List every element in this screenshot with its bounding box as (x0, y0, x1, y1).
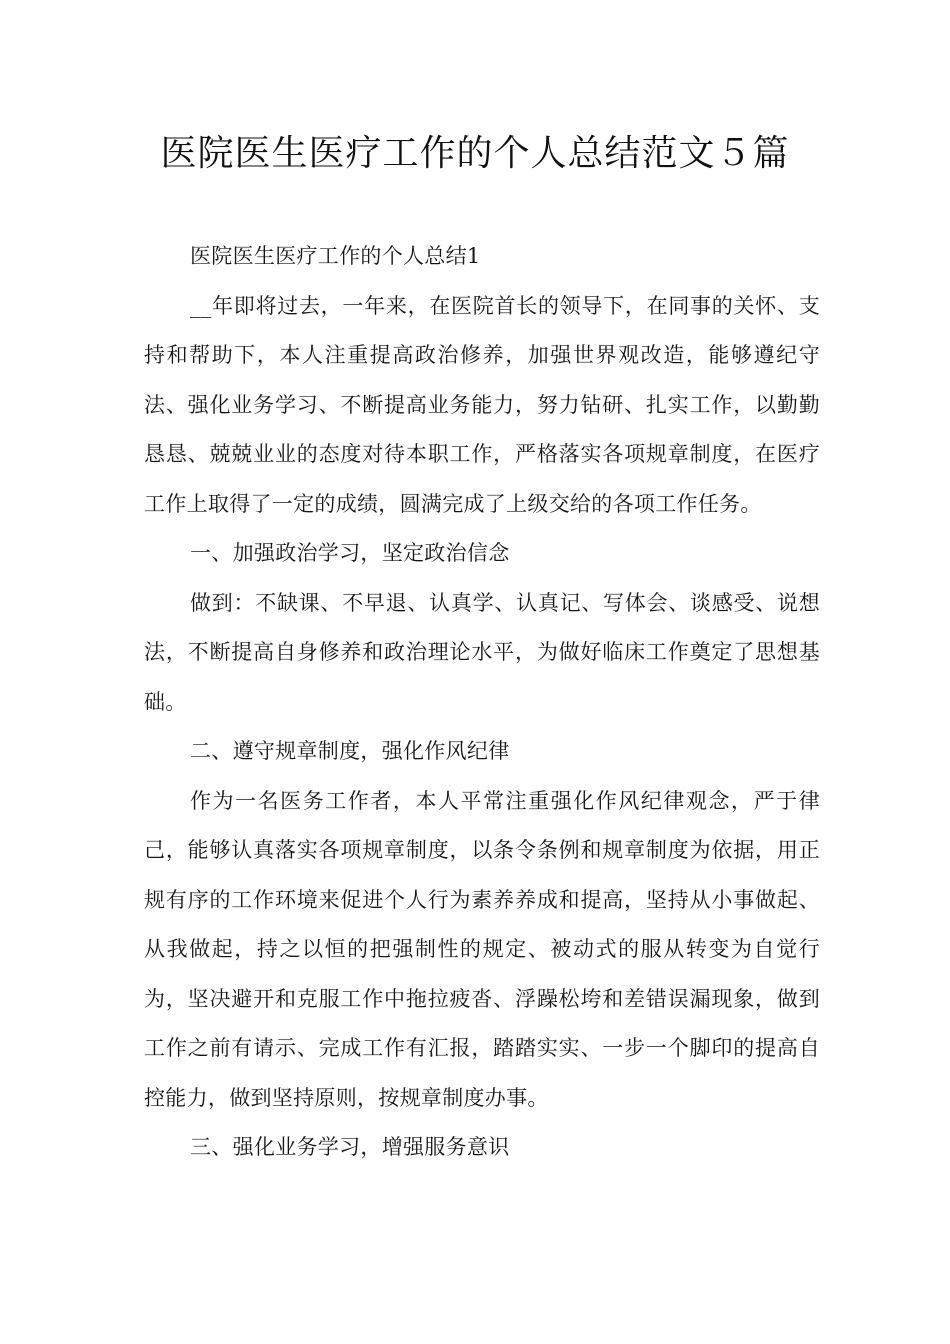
body-paragraph: 作为一名医务工作者，本人平常注重强化作风纪律观念，严于律己，能够认真落实各项规章制度，以条令条例和规章制度为依据，用正规有序的工作环境来促进个人行为素养养成和提高，坚持从小事做起、从我做起，持之以恒的把强制性的规定、被动式的服从转变为自觉行为，坚决避开和克服工作中拖拉疲沓、浮躁松垮和差错误漏现象，做到工作之前有请示、完成工作有汇报，踏踏实实、一步一个脚印的提高自控能力，做到坚持原则，按规章制度办事。 (144, 788, 820, 1110)
section-heading: 一、加强政治学习，坚定政治信念 (190, 541, 510, 565)
section-heading: 三、强化业务学习，增强服务意识 (190, 1135, 510, 1159)
section-heading: 医院医生医疗工作的个人总结1 (190, 244, 481, 268)
body-paragraph: __年即将过去，一年来，在医院首长的领导下，在同事的关怀、支持和帮助下，本人注重提高政治修养，加强世界观改造，能够遵纪守法、强化业务学习、不断提高业务能力，努力钻研、扎实工作，以勤勤恳恳、兢兢业业的态度对待本职工作，严格落实各项规章制度，在医疗工作上取得了一定的成绩，圆满完成了上级交给的各项工作任务。 (144, 293, 820, 516)
document-body (144, 232, 820, 1173)
body-paragraph: 做到：不缺课、不早退、认真学、认真记、写体会、谈感受、说想法，不断提高自身修养和政治理论水平，为做好临床工作奠定了思想基础。 (144, 590, 820, 714)
document-title: 医院医生医疗工作的个人总结范文５篇 (160, 133, 790, 174)
section-heading: 二、遵守规章制度，强化作风纪律 (190, 739, 510, 763)
